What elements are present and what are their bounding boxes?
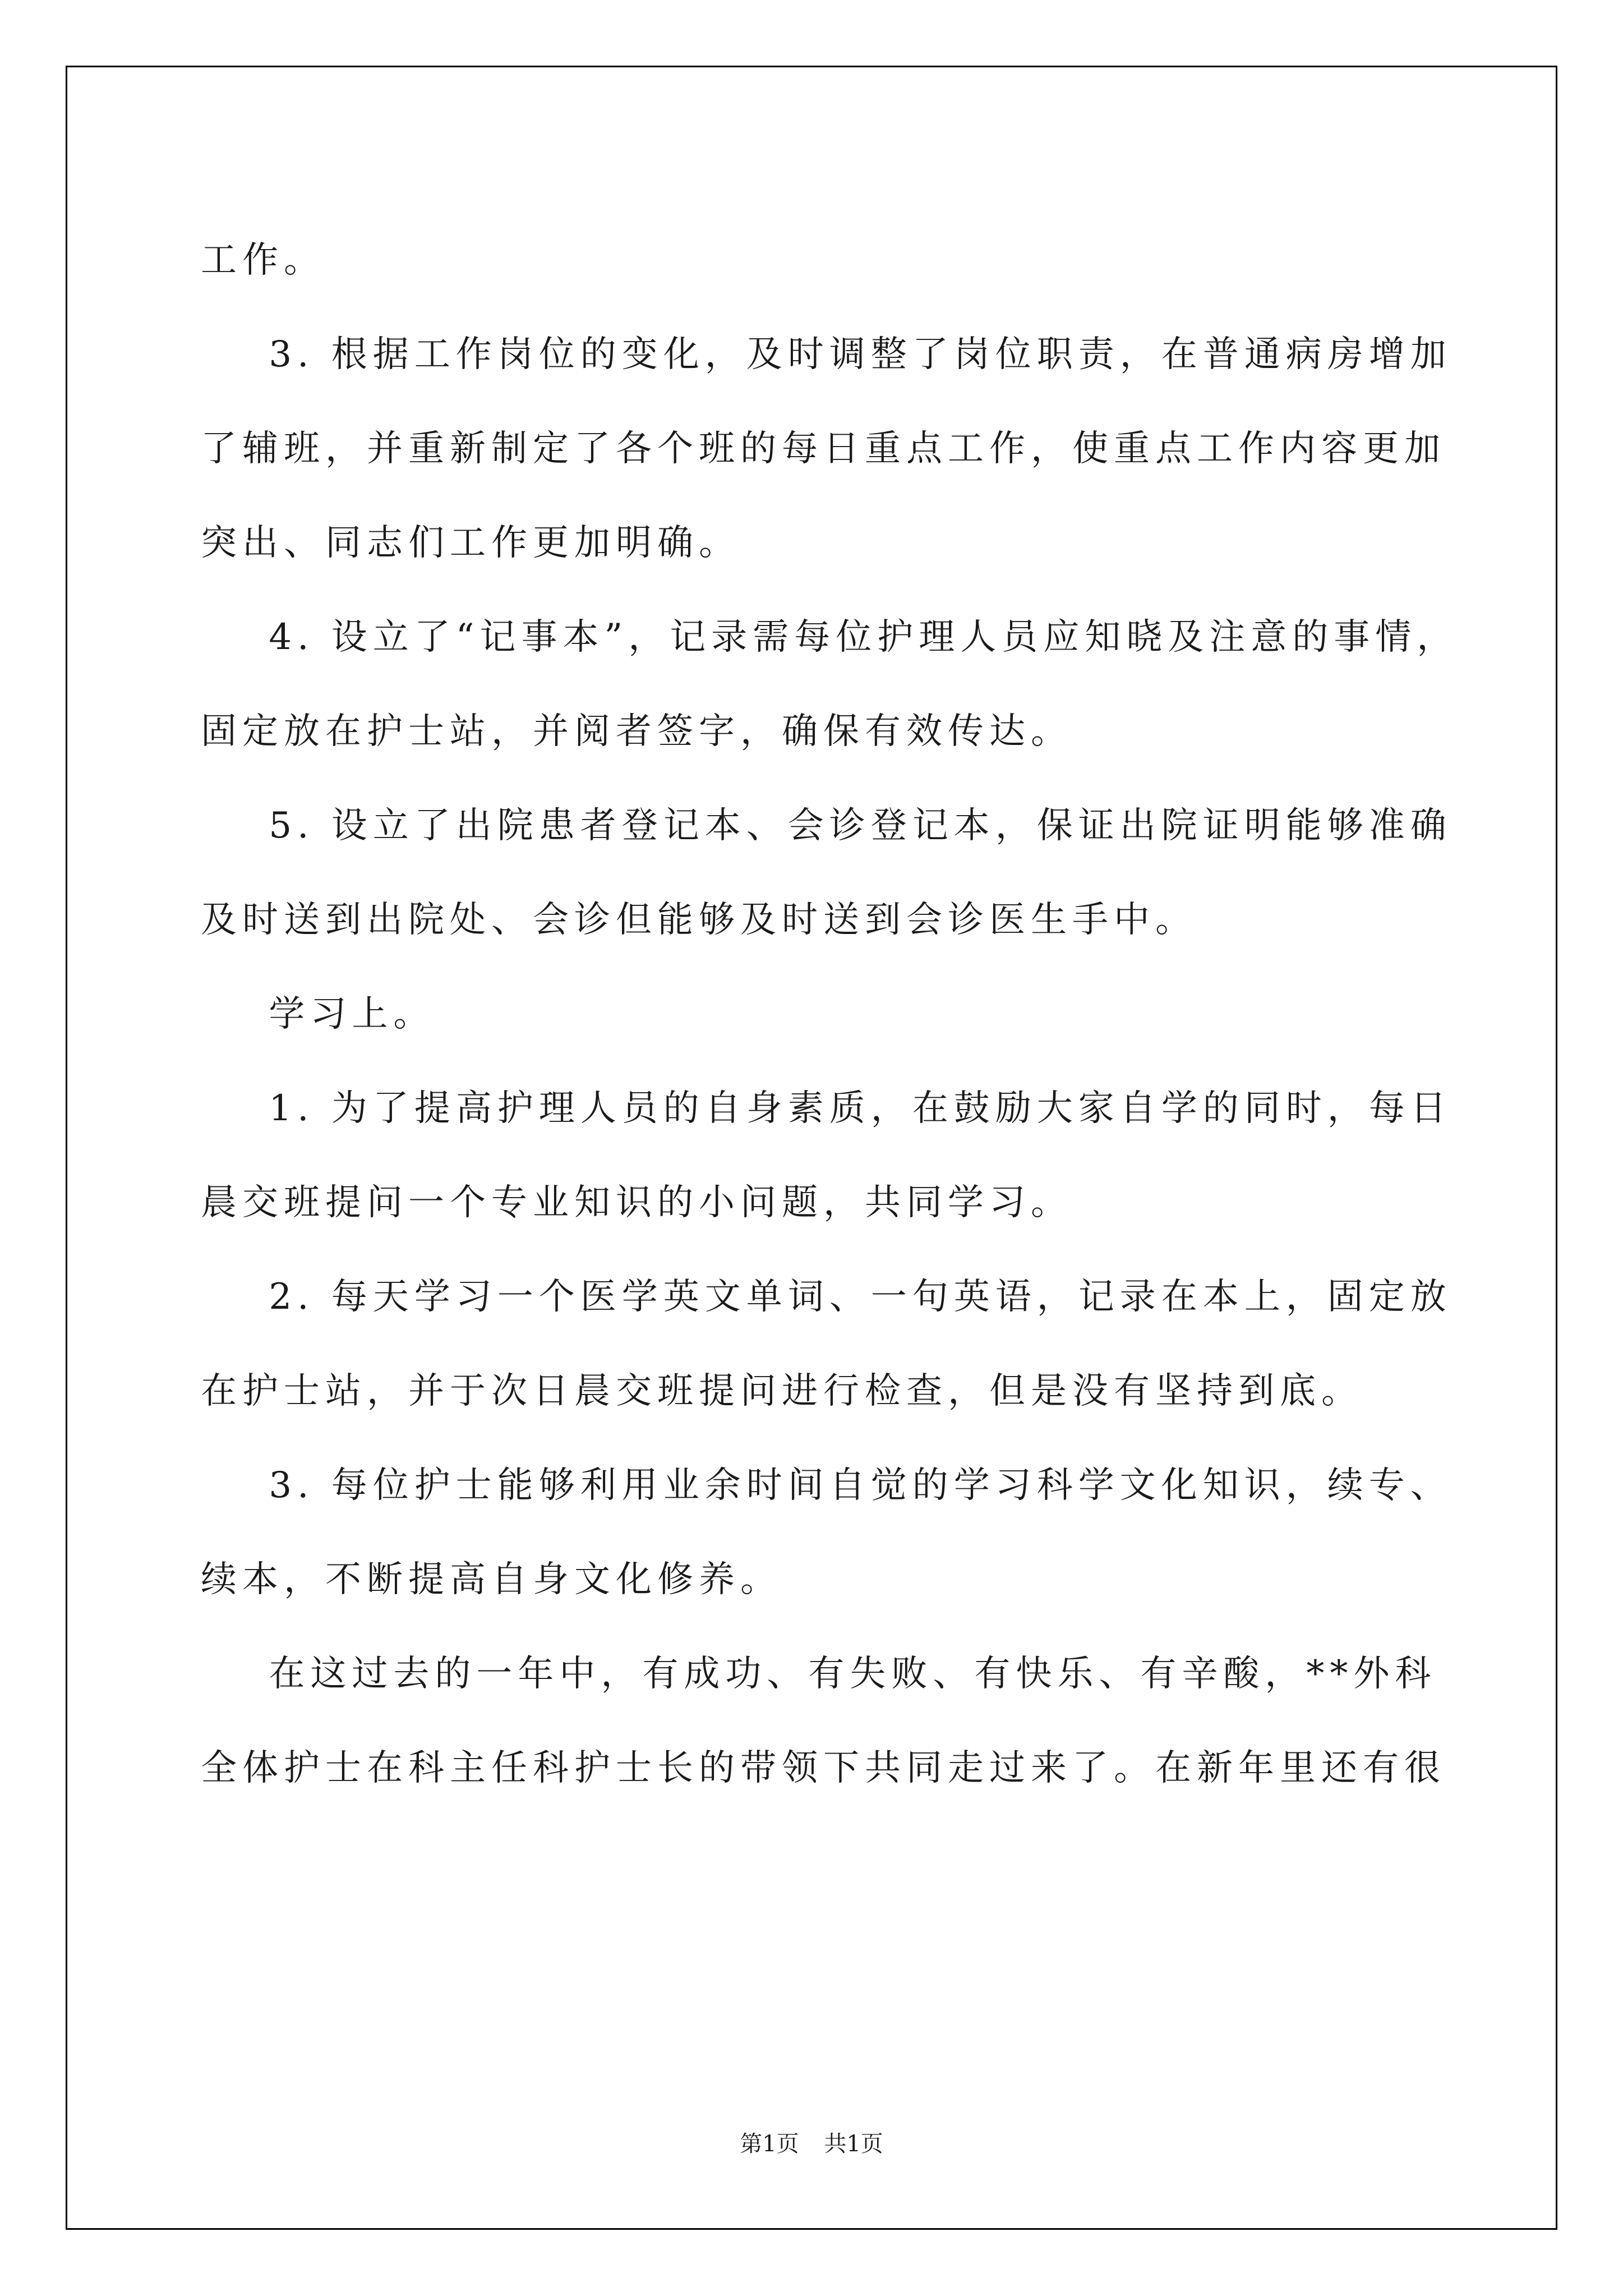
- page-total: 共1页: [824, 2131, 883, 2157]
- text-line: 突出、同志们工作更加明确。: [201, 522, 740, 564]
- text-line: 在护士站，并于次日晨交班提问进行检查，但是没有坚持到底。: [201, 1370, 1363, 1412]
- page-number: 第1页: [740, 2131, 799, 2157]
- text-line: 5. 设立了出院患者登记本、会诊登记本，保证出院证明能够准确: [201, 805, 1452, 846]
- text-line: 全体护士在科主任科护士长的带领下共同走过来了。在新年里还有很: [201, 1747, 1446, 1789]
- text-line: 了辅班，并重新制定了各个班的每日重点工作，使重点工作内容更加: [201, 428, 1446, 470]
- text-line: 学习上。: [201, 993, 435, 1035]
- text-line: 及时送到出院处、会诊但能够及时送到会诊医生手中。: [201, 899, 1197, 941]
- text-line: 晨交班提问一个专业知识的小问题，共同学习。: [201, 1182, 1072, 1223]
- text-line: 固定放在护士站，并阅者签字，确保有效传达。: [201, 711, 1072, 752]
- text-line: 2. 每天学习一个医学英文单词、一句英语，记录在本上，固定放: [201, 1276, 1452, 1318]
- text-line: 在这过去的一年中，有成功、有失败、有快乐、有辛酸，**外科: [201, 1653, 1437, 1695]
- text-line: 4. 设立了“记事本”，记录需每位护理人员应知晓及注意的事情，: [201, 616, 1459, 658]
- text-line: 1. 为了提高护理人员的自身素质，在鼓励大家自学的同时，每日: [201, 1088, 1452, 1129]
- text-line: 续本，不断提高自身文化修养。: [201, 1559, 782, 1600]
- text-line: 3. 每位护士能够利用业余时间自觉的学习科学文化知识，续专、: [201, 1465, 1452, 1506]
- text-line: 工作。: [201, 240, 325, 281]
- text-line: 3. 根据工作岗位的变化，及时调整了岗位职责，在普通病房增加: [201, 334, 1452, 375]
- page-footer: [0, 2126, 1623, 2158]
- document-body: [201, 213, 1459, 1815]
